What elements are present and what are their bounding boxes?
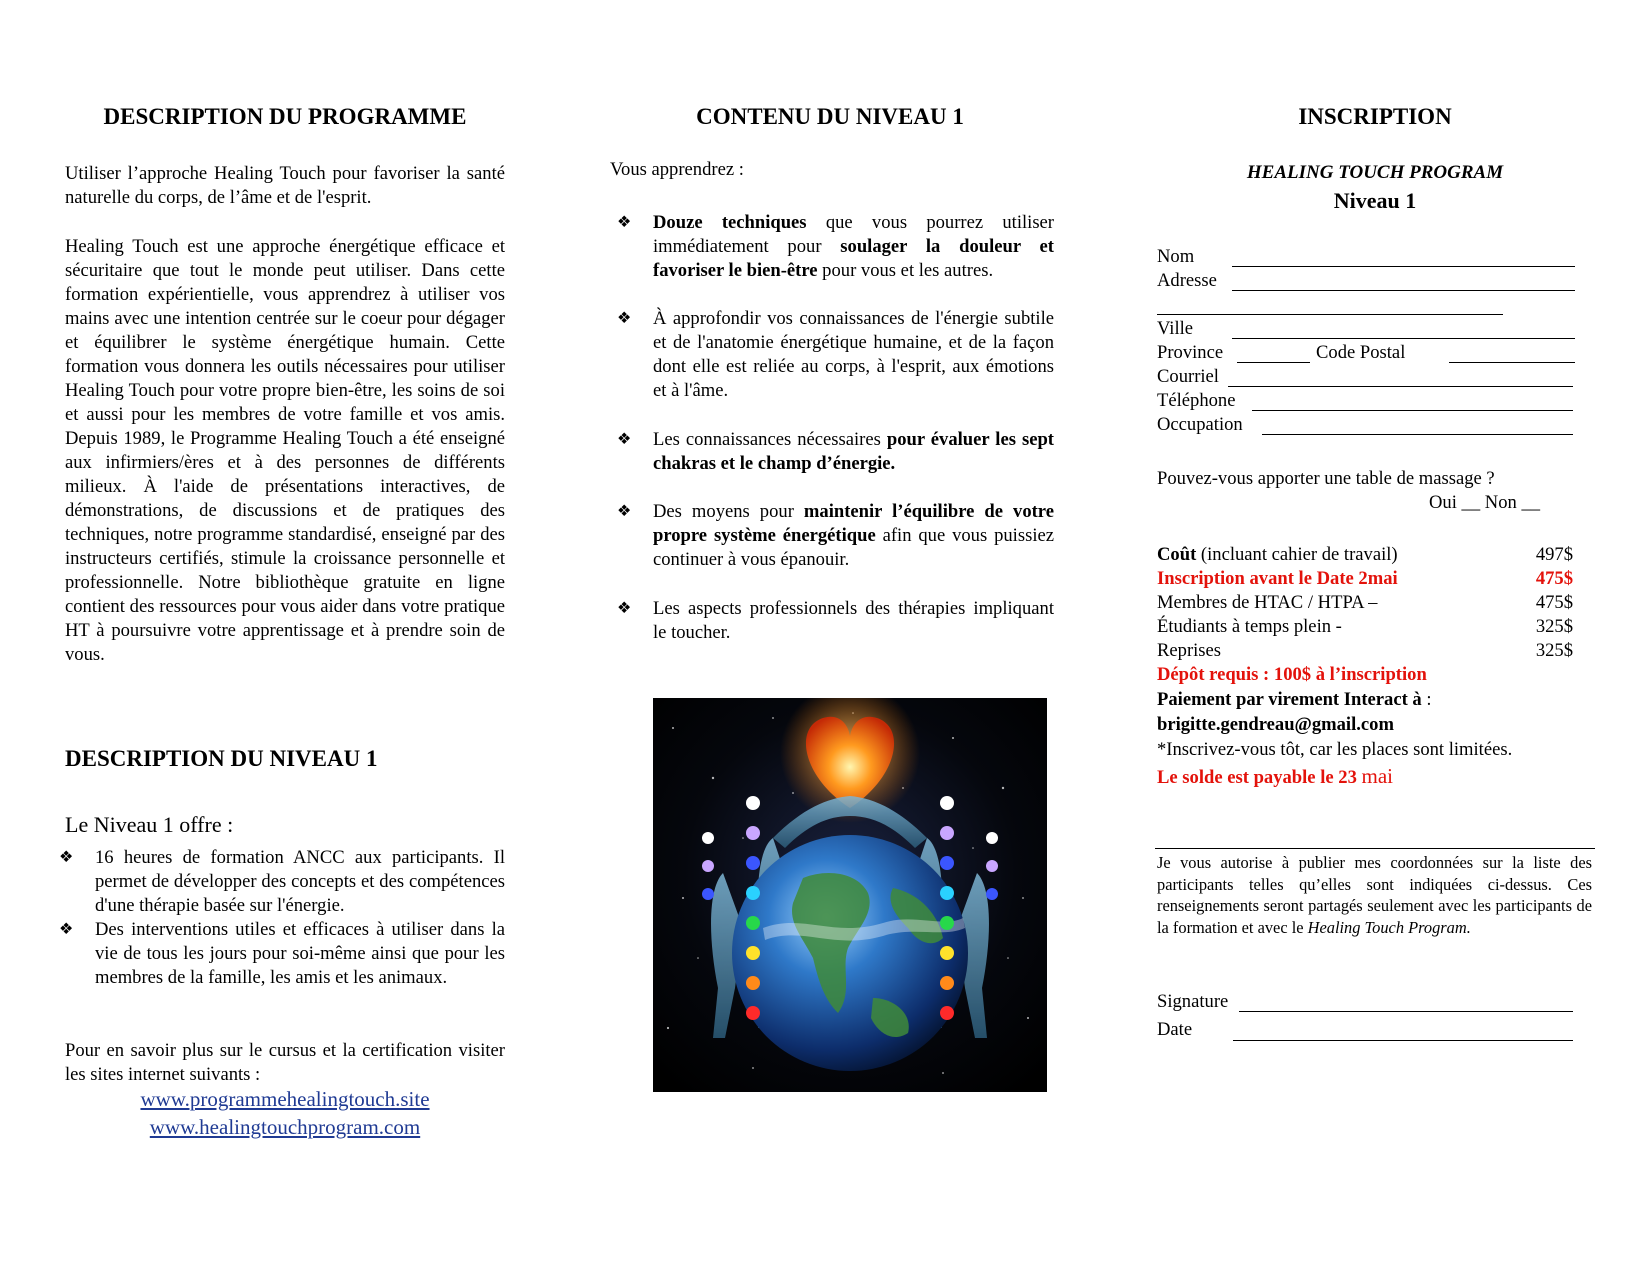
diamond-bullet-icon: ❖ — [617, 431, 632, 448]
price-row-cost — [1157, 543, 1573, 567]
cost-label-rest: (incluant cahier de travail) — [1196, 544, 1398, 565]
content-item-4 — [617, 500, 1054, 572]
registration-heading: INSCRIPTION — [1298, 104, 1452, 129]
deposit-required: Dépôt requis : 100$ à l’inscription — [1157, 664, 1427, 685]
diamond-bullet-icon: ❖ — [617, 503, 632, 520]
link-programmehealingtouch[interactable]: www.programmehealingtouch.site — [140, 1087, 430, 1111]
link-healingtouchprogram[interactable]: www.healingtouchprogram.com — [149, 1115, 421, 1139]
input-occupation[interactable] — [1262, 434, 1573, 435]
field-label-adresse: Adresse — [1157, 270, 1217, 291]
payment-label: Paiement par virement Interact à — [1157, 689, 1422, 710]
consent-divider — [1155, 848, 1595, 849]
consent-text — [1157, 852, 1592, 938]
massage-table-answer[interactable]: Oui __ Non __ — [1429, 492, 1541, 513]
input-signature[interactable] — [1239, 1011, 1573, 1012]
field-label-code-postal: Code Postal — [1316, 342, 1406, 363]
input-adresse-line2[interactable] — [1157, 314, 1503, 315]
input-nom[interactable] — [1232, 266, 1575, 267]
input-adresse[interactable] — [1232, 290, 1575, 291]
content-item-2 — [617, 307, 1054, 403]
balance-due — [1157, 764, 1393, 790]
cost-label-bold: Coût — [1157, 544, 1197, 565]
offer-item-text: 16 heures de formation ANCC aux participants. Il permet de développer des concepts et des compétences d'une thérapie basée sur l'énergie. — [95, 847, 505, 916]
price-row-early — [1157, 567, 1573, 591]
field-label-nom: Nom — [1157, 246, 1195, 267]
students-label: Étudiants à temps plein - — [1157, 616, 1342, 637]
program-intro: Utiliser l’approche Healing Touch pour favoriser la santé naturelle du corps, de l’âme et de l'esprit. — [65, 163, 505, 208]
content-item-text — [653, 211, 1054, 283]
repeats-label: Reprises — [1157, 640, 1222, 661]
field-label-date: Date — [1157, 1019, 1193, 1040]
content-item-text — [653, 500, 1054, 572]
offer-item-1 — [59, 846, 505, 918]
diamond-bullet-icon: ❖ — [617, 310, 632, 327]
price-row-members — [1157, 591, 1573, 615]
program-level: Niveau 1 — [1333, 188, 1417, 213]
content-text: afin que vous puissiez continuer à vous épanouir. — [653, 525, 1054, 570]
early-registration-note: *Inscrivez-vous tôt, car les places sont limitées. — [1157, 739, 1513, 760]
diamond-bullet-icon: ❖ — [617, 214, 632, 231]
content-bold: soulager la douleur et favoriser le bien-être — [653, 236, 1054, 281]
field-label-ville: Ville — [1157, 318, 1194, 339]
members-label: Membres de HTAC / HTPA – — [1157, 592, 1378, 613]
diamond-bullet-icon: ❖ — [59, 849, 74, 866]
payment-method — [1157, 688, 1432, 712]
cost-amount: 497$ — [1535, 544, 1573, 565]
content-text: Des moyens pour — [653, 501, 804, 522]
program-description-heading: DESCRIPTION DU PROGRAMME — [103, 104, 467, 129]
you-will-learn: Vous apprendrez : — [610, 159, 744, 180]
field-label-province: Province — [1157, 342, 1224, 363]
price-row-students — [1157, 615, 1573, 639]
price-row-repeats — [1157, 639, 1573, 663]
payment-colon: : — [1421, 689, 1432, 710]
content-text: Les connaissances nécessaires — [653, 429, 887, 450]
input-date[interactable] — [1233, 1040, 1573, 1041]
field-label-occupation: Occupation — [1157, 414, 1243, 435]
healing-globe-artwork — [653, 698, 1047, 1092]
early-amount: 475$ — [1535, 568, 1573, 589]
content-bold: Douze techniques — [653, 212, 807, 233]
field-label-courriel: Courriel — [1157, 366, 1219, 387]
payment-email[interactable]: brigitte.gendreau@gmail.com — [1157, 714, 1394, 735]
input-ville[interactable] — [1232, 338, 1575, 339]
level-description-heading: DESCRIPTION DU NIVEAU 1 — [65, 746, 378, 771]
program-body: Healing Touch est une approche énergétique efficace et sécuritaire que tout le monde peut utiliser. Dans cette formation expérientielle, vous apprendrez à utiliser vos mains avec une intention centrée sur le coeur pour dégager et équilibrer le système énergétique humain. Cette formation vous donnera les outils nécessaires pour utiliser Healing Touch pour votre propre bien-être, les soins de soi et aussi pour les membres de votre famille et vos amis. Depuis 1989, le Programme Healing Touch a été enseigné aux infirmiers/ères et à des personnes de différents milieux. À l'aide de présentations interactives, de démonstrations, de discussions et de pratiques des techniques, notre programme standardisé, enseigné par des instructeurs certifiés, stimule la croissance personnelle et professionnelle. Notre bibliothèque gratuite en ligne contient des ressources pour vous aider dans votre pratique HT à poursuivre votre apprentissage et à prendre soin de vous. — [65, 236, 505, 665]
content-bold: maintenir l’équilibre de votre propre système énergétique — [653, 501, 1054, 546]
early-label: Inscription avant le Date 2mai — [1157, 568, 1398, 589]
consent-program-name: Healing Touch Program. — [1307, 917, 1471, 937]
level-content-heading: CONTENU DU NIVEAU 1 — [696, 104, 964, 129]
input-courriel[interactable] — [1228, 386, 1573, 387]
diamond-bullet-icon: ❖ — [59, 921, 74, 938]
diamond-bullet-icon: ❖ — [617, 600, 632, 617]
consent-body: Je vous autorise à publier mes coordonnées sur la liste des participants telles qu’elles sont indiquées ci-dessus. Ces renseignements seront partagés seulement avec les participants de la formation et avec le — [1157, 853, 1592, 937]
field-label-signature: Signature — [1157, 991, 1229, 1012]
level-offer-title: Le Niveau 1 offre : — [65, 812, 234, 837]
input-province[interactable] — [1237, 362, 1310, 363]
content-text: pour vous et les autres. — [817, 260, 994, 281]
content-item-1 — [617, 211, 1054, 283]
students-amount: 325$ — [1535, 616, 1573, 637]
input-code-postal[interactable] — [1449, 362, 1575, 363]
content-item-text: À approfondir vos connaissances de l'énergie subtile et de l'anatomie énergétique humaine, et de la façon dont elle est reliée au corps, à l'esprit, aux émotions et à l'âme. — [653, 308, 1054, 401]
members-amount: 475$ — [1535, 592, 1573, 613]
content-text: que vous pourrez utiliser immédiatement pour — [653, 212, 1055, 257]
balance-label: Le solde est payable le 23 — [1157, 767, 1362, 788]
field-label-telephone: Téléphone — [1157, 390, 1236, 411]
repeats-amount: 325$ — [1535, 640, 1573, 661]
offer-item-2 — [59, 918, 505, 1014]
input-telephone[interactable] — [1252, 410, 1573, 411]
more-info-text: Pour en savoir plus sur le cursus et la certification visiter les sites internet suivants : — [65, 1040, 505, 1085]
content-item-text: Les aspects professionnels des thérapies impliquant le toucher. — [653, 598, 1054, 643]
offer-item-text: Des interventions utiles et efficaces à utiliser dans la vie de tous les jours pour soi-même ainsi que pour les membres de la famille, les amis et les animaux. — [95, 919, 505, 988]
program-name: HEALING TOUCH PROGRAM — [1246, 162, 1504, 183]
content-item-text — [653, 428, 1054, 476]
content-bold: pour évaluer les sept chakras et le champ d’énergie. — [653, 429, 1055, 474]
content-item-5 — [617, 597, 1054, 645]
massage-table-question: Pouvez-vous apporter une table de massage ? — [1157, 468, 1495, 489]
content-item-3 — [617, 428, 1054, 476]
balance-month: mai — [1361, 764, 1394, 788]
